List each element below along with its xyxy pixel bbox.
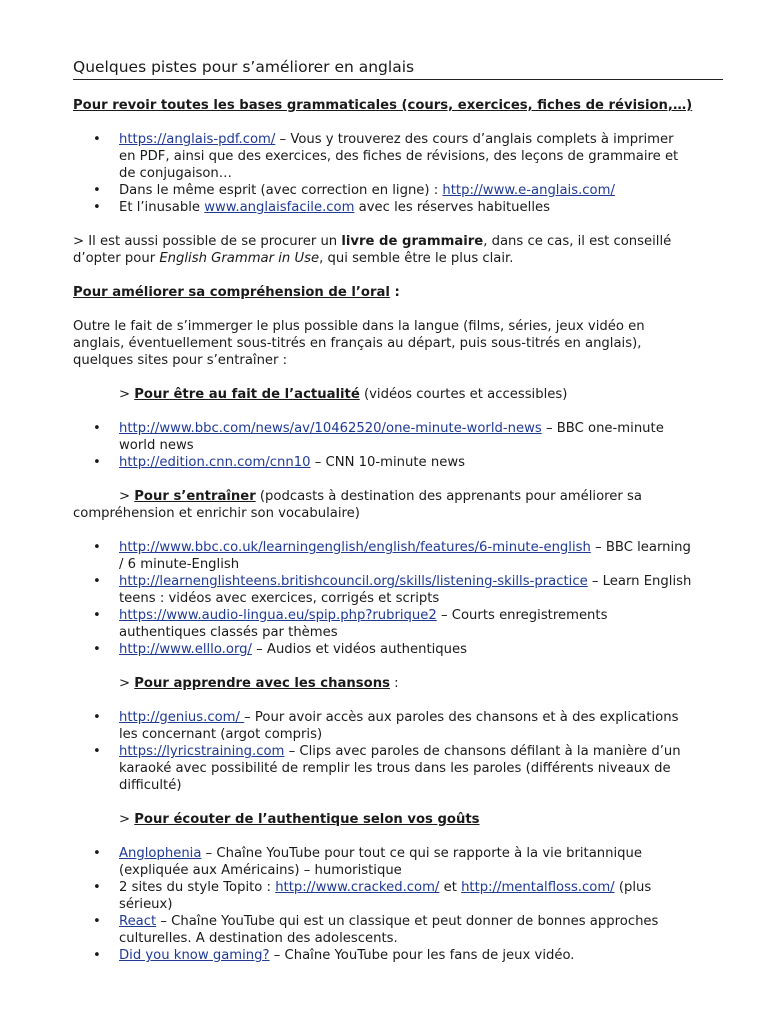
note-book-title: English Grammar in Use — [159, 251, 320, 266]
item-description: – Chaîne YouTube qui est un classique et peut donner de bonnes approches culturelles. A destination des adolescents. — [119, 914, 659, 946]
item-description: (plus sérieux) — [119, 880, 652, 912]
subsection-suffix: : — [389, 676, 399, 691]
subsection-title: Pour écouter de l’authentique selon vos goûts — [134, 812, 480, 827]
item-prefix: 2 sites du style Topito : — [119, 880, 276, 895]
item-connector: et — [439, 880, 462, 895]
subsection-prefix: > — [119, 676, 135, 691]
list-item — [73, 420, 693, 454]
item-description: – Courts enregistrements authentiques classés par thèmes — [119, 608, 608, 640]
note-text: > Il est aussi possible de se procurer un — [73, 234, 342, 249]
practice-list — [73, 539, 693, 658]
link-e-anglais[interactable]: http://www.e-anglais.com/ — [442, 183, 615, 198]
link-lyricstraining[interactable]: https://lyricstraining.com — [119, 744, 285, 759]
subsection-heading-songs — [73, 675, 693, 692]
list-item — [73, 539, 693, 573]
link-bbc-news[interactable]: http://www.bbc.com/news/av/10462520/one-minute-world-news — [119, 421, 542, 436]
note-text: , qui semble être le plus clair. — [319, 251, 514, 266]
item-description: – Vous y trouverez des cours d’anglais complets à imprimer en PDF, ainsi que des exercices, des fiches de révisions, des leçons de grammaire et de conjugaison… — [119, 132, 679, 181]
link-anglophenia[interactable]: Anglophenia — [119, 846, 202, 861]
section-heading-grammar — [73, 97, 693, 114]
item-description: – Clips avec paroles de chansons défilant à la manière d’un karaoké avec possibilité de remplir les trous dans les paroles (différents niveaux de difficulté) — [119, 744, 681, 793]
list-item — [73, 879, 693, 913]
link-react[interactable]: React — [119, 914, 157, 929]
list-item — [73, 913, 693, 947]
list-item — [73, 641, 693, 658]
item-prefix: Dans le même esprit (avec correction en ligne) : — [119, 183, 443, 198]
item-prefix: Et l’inusable — [119, 200, 205, 215]
link-genius[interactable]: http://genius.com/ — [119, 710, 245, 725]
grammar-list — [73, 131, 693, 216]
item-description: – Pour avoir accès aux paroles des chansons et à des explications les concernant (argot compris) — [119, 710, 679, 742]
item-description: – Learn English teens : vidéos avec exercices, corrigés et scripts — [119, 574, 692, 606]
grammar-book-note — [73, 233, 693, 267]
link-audio-lingua[interactable]: https://www.audio-lingua.eu/spip.php?rubrique2 — [119, 608, 437, 623]
page-title: Quelques pistes pour s’améliorer en anglais — [73, 56, 723, 80]
subsection-suffix: (vidéos courtes et accessibles) — [359, 387, 568, 402]
subsection-heading-authentic — [73, 811, 693, 828]
link-cnn10[interactable]: http://edition.cnn.com/cnn10 — [119, 455, 311, 470]
list-item — [73, 709, 693, 743]
item-description: – BBC learning / 6 minute-English — [119, 540, 691, 572]
link-did-you-know-gaming[interactable]: Did you know gaming? — [119, 948, 270, 963]
link-anglaisfacile[interactable]: www.anglaisfacile.com — [204, 200, 355, 215]
note-bold: livre de grammaire — [341, 234, 484, 249]
subsection-title: Pour s’entraîner — [134, 489, 256, 504]
item-description: – BBC one-minute world news — [119, 421, 664, 453]
section-heading-text: Pour revoir toutes les bases grammaticales (cours, exercices, fiches de révision,…) — [73, 98, 693, 113]
subsection-heading-practice — [73, 488, 693, 522]
authentic-list — [73, 845, 693, 964]
link-elllo[interactable]: http://www.elllo.org/ — [119, 642, 252, 657]
link-cracked[interactable]: http://www.cracked.com/ — [275, 880, 440, 895]
item-description: – Chaîne YouTube pour les fans de jeux vidéo. — [269, 948, 575, 963]
news-list — [73, 420, 693, 471]
item-description: – Chaîne YouTube pour tout ce qui se rapporte à la vie britannique (expliquée aux Américains) – humoristique — [119, 846, 643, 878]
item-description: avec les réserves habituelles — [354, 200, 550, 215]
oral-intro: Outre le fait de s’immerger le plus possible dans la langue (films, séries, jeux vidéo en anglais, éventuellement sous-titrés en français au départ, puis sous-titrés en anglais), quelques sites pour s’entraîner : — [73, 319, 645, 368]
subsection-prefix: > — [119, 489, 135, 504]
section-heading-suffix: : — [389, 285, 400, 300]
subsection-heading-news — [73, 386, 693, 403]
subsection-title: Pour apprendre avec les chansons — [134, 676, 390, 691]
list-item — [73, 454, 693, 471]
section-heading-text: Pour améliorer sa compréhension de l’oral — [73, 285, 390, 300]
link-mentalfloss[interactable]: http://mentalfloss.com/ — [461, 880, 615, 895]
link-bbc-6-minute[interactable]: http://www.bbc.co.uk/learningenglish/english/features/6-minute-english — [119, 540, 591, 555]
list-item — [73, 573, 693, 607]
list-item — [73, 199, 693, 216]
item-description: – CNN 10-minute news — [310, 455, 465, 470]
section-heading-oral — [73, 284, 693, 301]
list-item — [73, 182, 693, 199]
note-text: , dans ce cas, il est conseillé d’opter pour — [73, 234, 672, 266]
subsection-suffix: (podcasts à destination des apprenants pour améliorer sa compréhension et enrichir son vocabulaire) — [73, 489, 642, 521]
document-body — [73, 97, 693, 964]
songs-list — [73, 709, 693, 794]
subsection-prefix: > — [119, 812, 135, 827]
item-description: – Audios et vidéos authentiques — [251, 642, 468, 657]
list-item — [73, 845, 693, 879]
list-item — [73, 743, 693, 794]
subsection-prefix: > — [119, 387, 135, 402]
subsection-title: Pour être au fait de l’actualité — [134, 387, 360, 402]
list-item — [73, 131, 693, 182]
list-item — [73, 607, 693, 641]
list-item — [73, 947, 693, 964]
link-learnenglishteens[interactable]: http://learnenglishteens.britishcouncil.org/skills/listening-skills-practice — [119, 574, 588, 589]
link-anglais-pdf[interactable]: https://anglais-pdf.com/ — [119, 132, 276, 147]
